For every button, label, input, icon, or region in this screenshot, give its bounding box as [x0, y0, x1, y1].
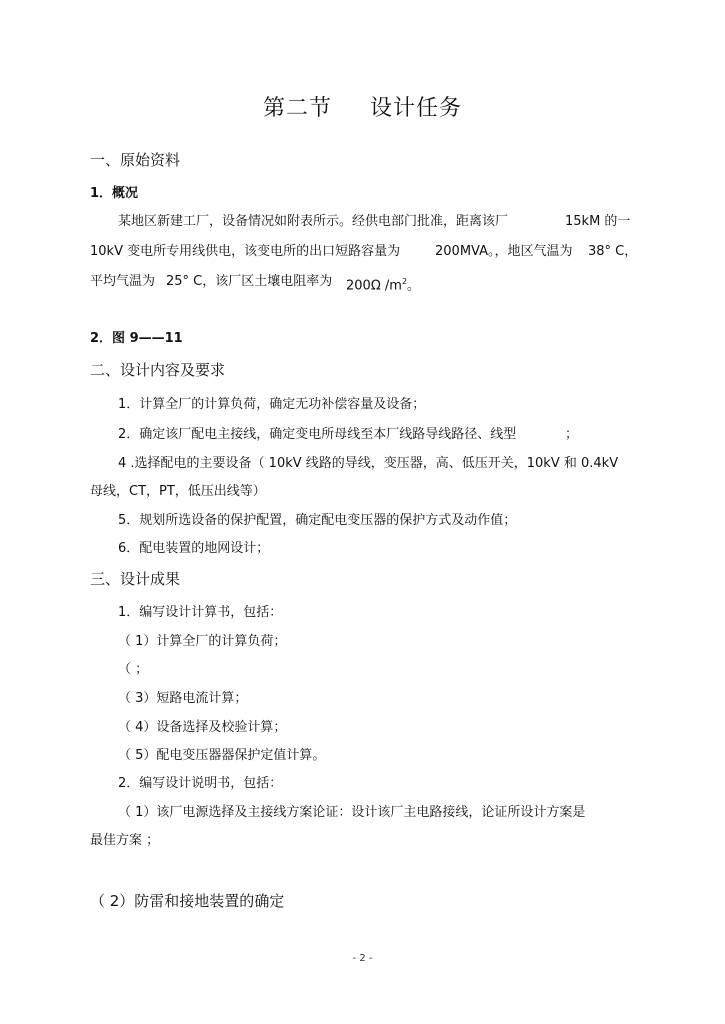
paragraph-line-3a: 平均气温为: [90, 274, 156, 289]
paragraph-line-2c: 38° C，: [588, 244, 638, 259]
subheading-overview: 1．概况: [90, 186, 139, 201]
paragraph-line-1a: 某地区新建工厂，设备情况如附表所示。经供电部门批准，距离该厂: [118, 214, 509, 229]
section-heading-design-results: 三、设计成果: [90, 570, 181, 588]
section-heading-original-data: 一、原始资料: [90, 151, 181, 169]
result-subitem-4: （ 4）设备选择及校验计算；: [118, 720, 287, 735]
resistivity-value: 200Ω /m: [346, 278, 402, 294]
requirement-item-2-tail: ；: [565, 427, 579, 442]
title-section-number: 第二节: [262, 96, 332, 121]
result-subitem-1: （ 1）计算全厂的计算负荷；: [118, 634, 287, 649]
figure-number: 9——11: [129, 331, 183, 346]
paragraph-line-3b: 25° C，该厂区土壤电阻率为: [166, 274, 333, 289]
period: 。: [407, 278, 421, 294]
requirement-item-2: 2．确定该厂配电主接线，确定变电所母线至本厂线路导线路径、线型: [118, 427, 517, 442]
requirement-item-4-cont: 母线，CT，PT，低压出线等）: [90, 484, 266, 499]
requirement-item-4: 4 .选择配电的主要设备（ 10kV 线路的导线，变压器，高、低压开关，10kV 和 0.4kV: [118, 456, 619, 471]
subheading-figure: [90, 331, 183, 347]
requirement-item-6: 6．配电装置的地网设计；: [118, 541, 270, 556]
result-subitem-3: （ 3）短路电流计算；: [118, 691, 248, 706]
paragraph-line-2b: 200MVA。，地区气温为: [435, 244, 573, 259]
requirement-item-1: 1．计算全厂的计算负荷，确定无功补偿容量及设备；: [118, 397, 426, 412]
heading-lightning-grounding: （ 2）防雷和接地装置的确定: [90, 892, 285, 910]
result-item-1: 1．编写设计计算书，包括：: [118, 605, 283, 620]
result-subitem-5: （ 5）配电变压器器保护定值计算。: [118, 748, 326, 763]
page-number: - 2 -: [352, 953, 373, 964]
paragraph-line-3c: [346, 274, 420, 294]
section-heading-design-content: 二、设计内容及要求: [90, 361, 226, 379]
title-section-name: 设计任务: [370, 96, 463, 121]
page-title: [0, 94, 725, 124]
figure-label: 2．图: [90, 331, 126, 346]
result-item-2-sub-1: （ 1）该厂电源选择及主接线方案论证：设计该厂主电路接线，论证所设计方案是: [118, 805, 586, 820]
paragraph-line-1b: 15kM 的一: [565, 214, 631, 229]
result-item-2-sub-1-cont: 最佳方案 ；: [90, 833, 160, 848]
result-item-2: 2．编写设计说明书，包括：: [118, 776, 283, 791]
result-subitem-2: （ ；: [118, 662, 149, 677]
superscript-2: 2: [401, 277, 408, 286]
paragraph-line-2a: 10kV 变电所专用线供电，该变电所的出口短路容量为: [90, 244, 401, 259]
requirement-item-5: 5．规划所选设备的保护配置，确定配电变压器的保护方式及动作值；: [118, 513, 517, 528]
